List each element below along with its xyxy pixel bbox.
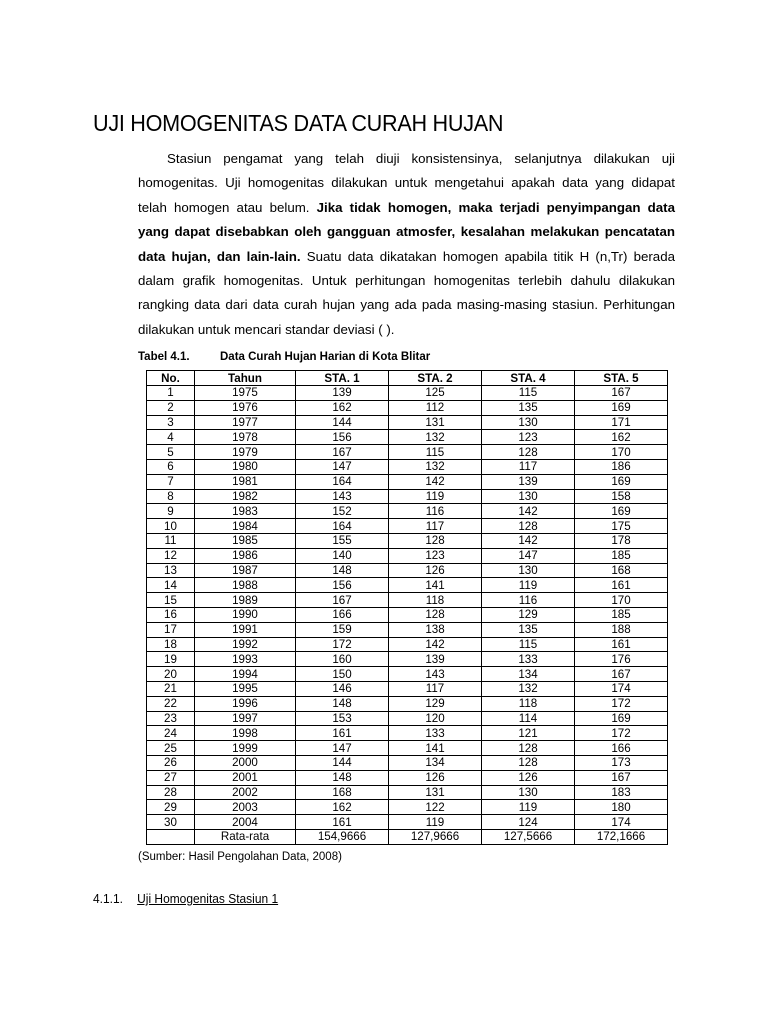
cell-no: 11 — [147, 533, 195, 548]
cell-sta1: 146 — [296, 681, 389, 696]
cell-sta4: 121 — [482, 726, 575, 741]
paragraph-bold-text: Jika tidak homogen, maka terjadi penyimpangan data yang dapat disebabkan oleh gangguan atmosfer, kesalahan melakukan pencatatan data hujan, dan lain-lain. — [138, 199, 675, 264]
cell-sta4: 130 — [482, 489, 575, 504]
cell-sta4: 132 — [482, 681, 575, 696]
cell-sta4: 142 — [482, 504, 575, 519]
cell-no: 4 — [147, 430, 195, 445]
table-row — [147, 755, 668, 770]
cell-sta1: 172 — [296, 637, 389, 652]
cell-no: 28 — [147, 785, 195, 800]
cell-sta4: 142 — [482, 533, 575, 548]
cell-sta1: 156 — [296, 578, 389, 593]
table-row — [147, 622, 668, 637]
cell-sta4: 119 — [482, 578, 575, 593]
cell-year: 1984 — [195, 519, 296, 534]
average-cell-sta4: 127,5666 — [482, 829, 575, 844]
table-average-row — [147, 829, 668, 844]
cell-sta4: 133 — [482, 652, 575, 667]
cell-year: 1993 — [195, 652, 296, 667]
cell-year: 1981 — [195, 474, 296, 489]
cell-sta5: 169 — [575, 474, 668, 489]
cell-sta2: 141 — [389, 741, 482, 756]
cell-sta4: 128 — [482, 741, 575, 756]
cell-sta1: 155 — [296, 533, 389, 548]
cell-sta4: 129 — [482, 607, 575, 622]
cell-sta1: 147 — [296, 459, 389, 474]
table-row — [147, 741, 668, 756]
table-row — [147, 548, 668, 563]
cell-sta1: 168 — [296, 785, 389, 800]
cell-sta2: 126 — [389, 770, 482, 785]
table-header-row — [147, 371, 668, 386]
cell-sta1: 161 — [296, 815, 389, 830]
cell-sta1: 162 — [296, 800, 389, 815]
paragraph-text-1: Stasiun pengamat yang telah diuji konsistensinya, selanjutnya dilakukan uji homogenitas. Uji homogenitas dilakukan untuk mengetahui apakah data yang didapat telah homogen atau belum. — [138, 151, 675, 215]
cell-sta2: 116 — [389, 504, 482, 519]
cell-sta4: 123 — [482, 430, 575, 445]
cell-sta1: 148 — [296, 696, 389, 711]
cell-sta4: 135 — [482, 622, 575, 637]
cell-sta5: 180 — [575, 800, 668, 815]
table-row — [147, 519, 668, 534]
cell-sta1: 150 — [296, 667, 389, 682]
cell-year: 1987 — [195, 563, 296, 578]
cell-sta4: 128 — [482, 755, 575, 770]
cell-sta1: 152 — [296, 504, 389, 519]
cell-sta1: 162 — [296, 400, 389, 415]
cell-year: 1998 — [195, 726, 296, 741]
table-row — [147, 533, 668, 548]
cell-sta5: 186 — [575, 459, 668, 474]
cell-sta4: 135 — [482, 400, 575, 415]
cell-no: 15 — [147, 593, 195, 608]
cell-sta2: 119 — [389, 489, 482, 504]
cell-sta5: 158 — [575, 489, 668, 504]
cell-sta5: 167 — [575, 770, 668, 785]
cell-sta4: 130 — [482, 415, 575, 430]
cell-no: 10 — [147, 519, 195, 534]
cell-sta4: 124 — [482, 815, 575, 830]
average-label: Rata-rata — [195, 829, 296, 844]
table-row — [147, 726, 668, 741]
cell-year: 2000 — [195, 755, 296, 770]
header-sta5: STA. 5 — [575, 371, 668, 386]
cell-sta1: 164 — [296, 519, 389, 534]
cell-sta5: 183 — [575, 785, 668, 800]
cell-sta5: 168 — [575, 563, 668, 578]
cell-sta5: 170 — [575, 445, 668, 460]
cell-sta5: 169 — [575, 400, 668, 415]
table-row — [147, 430, 668, 445]
cell-sta4: 119 — [482, 800, 575, 815]
cell-year: 1985 — [195, 533, 296, 548]
cell-sta2: 141 — [389, 578, 482, 593]
cell-no: 18 — [147, 637, 195, 652]
table-row — [147, 607, 668, 622]
cell-sta5: 170 — [575, 593, 668, 608]
cell-sta1: 153 — [296, 711, 389, 726]
cell-no: 12 — [147, 548, 195, 563]
cell-sta1: 139 — [296, 386, 389, 401]
cell-sta5: 176 — [575, 652, 668, 667]
cell-no: 26 — [147, 755, 195, 770]
cell-sta2: 133 — [389, 726, 482, 741]
cell-sta2: 119 — [389, 815, 482, 830]
cell-sta2: 129 — [389, 696, 482, 711]
cell-sta4: 118 — [482, 696, 575, 711]
cell-no: 16 — [147, 607, 195, 622]
cell-sta2: 128 — [389, 533, 482, 548]
cell-year: 1990 — [195, 607, 296, 622]
table-source: (Sumber: Hasil Pengolahan Data, 2008) — [138, 851, 342, 863]
table-row — [147, 785, 668, 800]
cell-no: 7 — [147, 474, 195, 489]
cell-sta5: 161 — [575, 637, 668, 652]
cell-year: 2003 — [195, 800, 296, 815]
cell-sta1: 144 — [296, 755, 389, 770]
cell-sta1: 160 — [296, 652, 389, 667]
cell-sta1: 144 — [296, 415, 389, 430]
table-row — [147, 815, 668, 830]
cell-sta5: 185 — [575, 607, 668, 622]
cell-no: 21 — [147, 681, 195, 696]
average-cell-sta1: 154,9666 — [296, 829, 389, 844]
cell-sta2: 131 — [389, 415, 482, 430]
subsection-title: Uji Homogenitas Stasiun 1 — [137, 891, 279, 906]
cell-sta5: 169 — [575, 711, 668, 726]
cell-sta1: 148 — [296, 770, 389, 785]
cell-no: 3 — [147, 415, 195, 430]
cell-sta1: 164 — [296, 474, 389, 489]
cell-no: 20 — [147, 667, 195, 682]
cell-year: 1996 — [195, 696, 296, 711]
cell-sta5: 173 — [575, 755, 668, 770]
cell-sta2: 139 — [389, 652, 482, 667]
table-row — [147, 667, 668, 682]
cell-no: 17 — [147, 622, 195, 637]
cell-sta5: 171 — [575, 415, 668, 430]
cell-year: 2001 — [195, 770, 296, 785]
table-row — [147, 415, 668, 430]
cell-year: 1992 — [195, 637, 296, 652]
cell-no: 19 — [147, 652, 195, 667]
cell-sta1: 147 — [296, 741, 389, 756]
cell-sta1: 143 — [296, 489, 389, 504]
cell-sta4: 114 — [482, 711, 575, 726]
cell-sta4: 139 — [482, 474, 575, 489]
cell-sta5: 185 — [575, 548, 668, 563]
cell-sta5: 166 — [575, 741, 668, 756]
cell-sta2: 122 — [389, 800, 482, 815]
cell-year: 1986 — [195, 548, 296, 563]
cell-sta1: 156 — [296, 430, 389, 445]
cell-sta4: 130 — [482, 563, 575, 578]
header-sta2: STA. 2 — [389, 371, 482, 386]
table-row — [147, 770, 668, 785]
cell-sta2: 132 — [389, 430, 482, 445]
cell-sta2: 112 — [389, 400, 482, 415]
cell-sta2: 126 — [389, 563, 482, 578]
table-row — [147, 696, 668, 711]
table-row — [147, 504, 668, 519]
cell-no: 24 — [147, 726, 195, 741]
cell-year: 1982 — [195, 489, 296, 504]
cell-sta5: 161 — [575, 578, 668, 593]
cell-sta5: 169 — [575, 504, 668, 519]
header-sta1: STA. 1 — [296, 371, 389, 386]
cell-no: 13 — [147, 563, 195, 578]
cell-sta5: 162 — [575, 430, 668, 445]
cell-sta2: 134 — [389, 755, 482, 770]
cell-sta2: 132 — [389, 459, 482, 474]
cell-sta4: 115 — [482, 386, 575, 401]
table-row — [147, 681, 668, 696]
cell-no: 9 — [147, 504, 195, 519]
cell-year: 1999 — [195, 741, 296, 756]
table-row — [147, 489, 668, 504]
cell-sta5: 167 — [575, 386, 668, 401]
cell-no: 30 — [147, 815, 195, 830]
cell-sta4: 117 — [482, 459, 575, 474]
cell-sta1: 167 — [296, 445, 389, 460]
cell-sta2: 120 — [389, 711, 482, 726]
cell-sta5: 167 — [575, 667, 668, 682]
cell-year: 1988 — [195, 578, 296, 593]
cell-year: 1975 — [195, 386, 296, 401]
table-row — [147, 563, 668, 578]
table-row — [147, 637, 668, 652]
cell-sta4: 147 — [482, 548, 575, 563]
subsection-heading — [93, 891, 278, 906]
cell-sta4: 126 — [482, 770, 575, 785]
cell-sta2: 123 — [389, 548, 482, 563]
average-cell-no — [147, 829, 195, 844]
cell-sta2: 117 — [389, 519, 482, 534]
cell-no: 6 — [147, 459, 195, 474]
cell-sta1: 159 — [296, 622, 389, 637]
cell-year: 1976 — [195, 400, 296, 415]
cell-sta2: 118 — [389, 593, 482, 608]
table-row — [147, 652, 668, 667]
table-row — [147, 578, 668, 593]
cell-sta2: 125 — [389, 386, 482, 401]
cell-sta5: 172 — [575, 726, 668, 741]
cell-no: 22 — [147, 696, 195, 711]
header-sta4: STA. 4 — [482, 371, 575, 386]
cell-sta5: 174 — [575, 815, 668, 830]
table-row — [147, 445, 668, 460]
cell-no: 5 — [147, 445, 195, 460]
cell-year: 1991 — [195, 622, 296, 637]
table-row — [147, 386, 668, 401]
cell-sta2: 143 — [389, 667, 482, 682]
average-cell-sta5: 172,1666 — [575, 829, 668, 844]
table-row — [147, 474, 668, 489]
intro-paragraph — [138, 147, 675, 342]
cell-sta2: 138 — [389, 622, 482, 637]
cell-sta5: 175 — [575, 519, 668, 534]
cell-no: 1 — [147, 386, 195, 401]
cell-year: 1980 — [195, 459, 296, 474]
table-body — [147, 386, 668, 845]
cell-sta4: 115 — [482, 637, 575, 652]
cell-sta2: 117 — [389, 681, 482, 696]
cell-sta4: 128 — [482, 519, 575, 534]
cell-year: 1997 — [195, 711, 296, 726]
cell-year: 2002 — [195, 785, 296, 800]
cell-sta2: 128 — [389, 607, 482, 622]
cell-year: 1994 — [195, 667, 296, 682]
table-row — [147, 800, 668, 815]
cell-no: 2 — [147, 400, 195, 415]
cell-sta4: 130 — [482, 785, 575, 800]
cell-sta1: 140 — [296, 548, 389, 563]
cell-sta4: 116 — [482, 593, 575, 608]
table-row — [147, 459, 668, 474]
cell-sta2: 115 — [389, 445, 482, 460]
cell-year: 1977 — [195, 415, 296, 430]
rainfall-table — [146, 370, 668, 845]
cell-sta1: 167 — [296, 593, 389, 608]
cell-no: 8 — [147, 489, 195, 504]
cell-sta5: 178 — [575, 533, 668, 548]
cell-no: 27 — [147, 770, 195, 785]
table-row — [147, 711, 668, 726]
cell-year: 1995 — [195, 681, 296, 696]
cell-sta4: 128 — [482, 445, 575, 460]
cell-year: 1983 — [195, 504, 296, 519]
table-caption-label: Tabel 4.1. — [138, 351, 190, 363]
cell-sta2: 142 — [389, 637, 482, 652]
cell-year: 2004 — [195, 815, 296, 830]
cell-sta4: 134 — [482, 667, 575, 682]
table-row — [147, 593, 668, 608]
cell-year: 1989 — [195, 593, 296, 608]
cell-sta5: 172 — [575, 696, 668, 711]
cell-sta1: 148 — [296, 563, 389, 578]
table-row — [147, 400, 668, 415]
cell-sta2: 131 — [389, 785, 482, 800]
cell-no: 25 — [147, 741, 195, 756]
paragraph-text-2: Suatu data dikatakan homogen apabila titik H (n,Tr) berada dalam grafik homogenitas. Untuk perhitungan homogenitas terlebih dahulu dilakukan rangking data dari data curah hujan yang ada pada masing-masing stasiun. Perhitungan dilakukan untuk mencari standar deviasi ( ). — [138, 248, 675, 337]
cell-no: 23 — [147, 711, 195, 726]
header-year: Tahun — [195, 371, 296, 386]
average-cell-sta2: 127,9666 — [389, 829, 482, 844]
cell-sta1: 166 — [296, 607, 389, 622]
table-caption-title: Data Curah Hujan Harian di Kota Blitar — [220, 351, 431, 363]
cell-no: 29 — [147, 800, 195, 815]
subsection-number: 4.1.1. — [93, 891, 123, 906]
cell-no: 14 — [147, 578, 195, 593]
cell-year: 1978 — [195, 430, 296, 445]
cell-sta1: 161 — [296, 726, 389, 741]
cell-sta5: 174 — [575, 681, 668, 696]
page-title: UJI HOMOGENITAS DATA CURAH HUJAN — [93, 110, 504, 136]
cell-sta5: 188 — [575, 622, 668, 637]
header-no: No. — [147, 371, 195, 386]
table-caption — [138, 351, 430, 363]
cell-year: 1979 — [195, 445, 296, 460]
cell-sta2: 142 — [389, 474, 482, 489]
